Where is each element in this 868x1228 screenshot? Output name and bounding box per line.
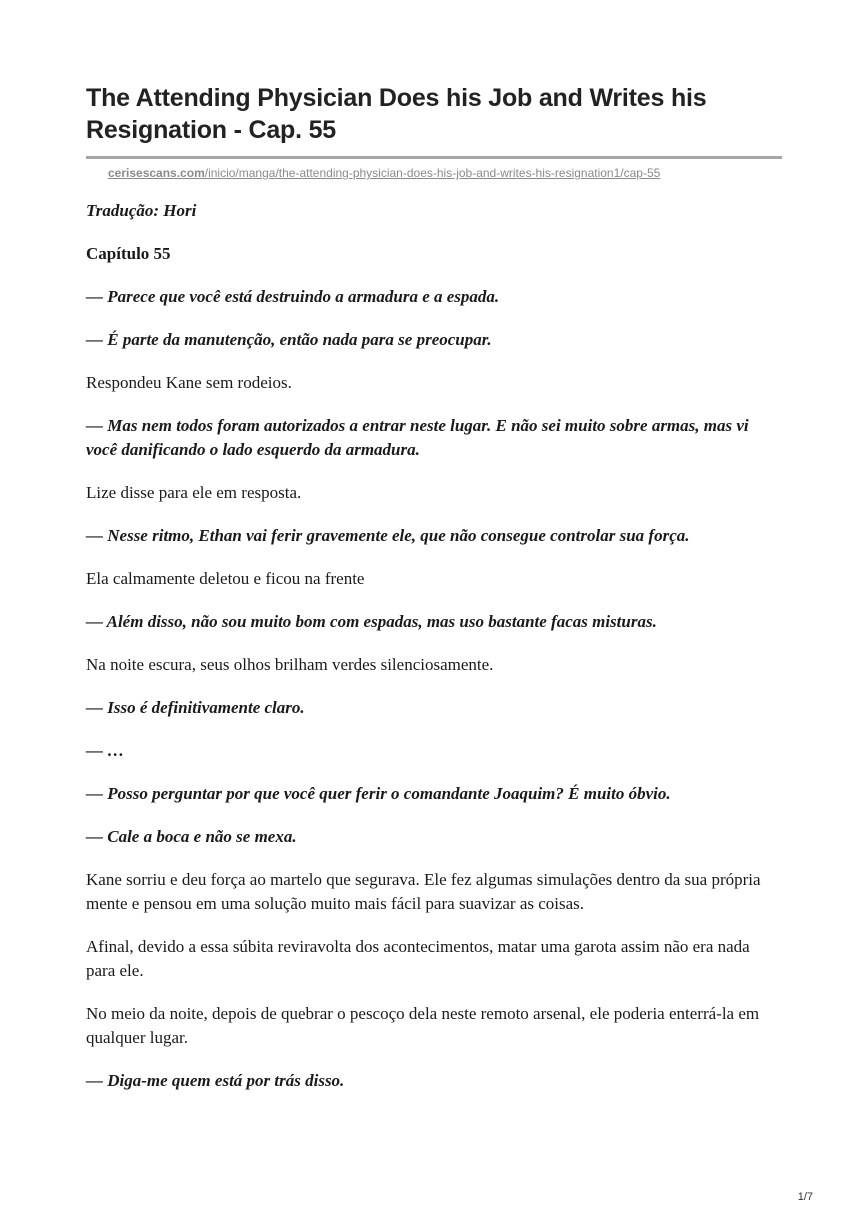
dialogue-line: — … <box>86 741 125 760</box>
source-domain[interactable]: cerisescans.com <box>108 166 205 180</box>
title-divider <box>86 156 782 159</box>
page-indicator: 1/7 <box>797 1191 813 1203</box>
dialogue-line: — Isso é definitivamente claro. <box>86 698 305 717</box>
dialogue-line: — Cale a boca e não se mexa. <box>86 827 297 846</box>
dialogue-line: — Parece que você está destruindo a armadura e a espada. <box>86 287 500 306</box>
narration-paragraph: Ela calmamente deletou e ficou na frente <box>86 569 365 588</box>
translator-credit: Tradução: Hori <box>86 201 197 220</box>
narration-paragraph: No meio da noite, depois de quebrar o pescoço dela neste remoto arsenal, ele poderia enterrá-la em qualquer lugar. <box>86 1004 760 1047</box>
narration-paragraph: Na noite escura, seus olhos brilham verdes silenciosamente. <box>86 655 494 674</box>
narration-paragraph: Respondeu Kane sem rodeios. <box>86 373 292 392</box>
dialogue-line: — É parte da manutenção, então nada para se preocupar. <box>86 330 492 349</box>
dialogue-line: — Mas nem todos foram autorizados a entrar neste lugar. E não sei muito sobre armas, mas vi você danificando o lado esquerdo da armadura. <box>86 416 749 459</box>
narration-paragraph: Kane sorriu e deu força ao martelo que segurava. Ele fez algumas simulações dentro da sua própria mente e pensou em uma solução muito mais fácil para suavizar as coisas. <box>86 870 761 913</box>
document-page <box>86 82 782 1112</box>
dialogue-line: — Posso perguntar por que você quer ferir o comandante Joaquim? É muito óbvio. <box>86 784 671 803</box>
narration-paragraph: Afinal, devido a essa súbita reviravolta dos acontecimentos, matar uma garota assim não era nada para ele. <box>86 937 750 980</box>
source-link[interactable] <box>108 165 782 181</box>
source-path[interactable]: /inicio/manga/the-attending-physician-does-his-job-and-writes-his-resignation1/cap-55 <box>204 166 661 180</box>
dialogue-line: — Além disso, não sou muito bom com espadas, mas uso bastante facas misturas. <box>86 612 657 631</box>
page-title: The Attending Physician Does his Job and Writes his Resignation - Cap. 55 <box>86 84 707 144</box>
chapter-content <box>86 199 782 1093</box>
dialogue-line: — Diga-me quem está por trás disso. <box>86 1071 345 1090</box>
dialogue-line: — Nesse ritmo, Ethan vai ferir gravemente ele, que não consegue controlar sua força. <box>86 526 690 545</box>
narration-paragraph: Lize disse para ele em resposta. <box>86 483 302 502</box>
chapter-heading: Capítulo 55 <box>86 244 171 263</box>
